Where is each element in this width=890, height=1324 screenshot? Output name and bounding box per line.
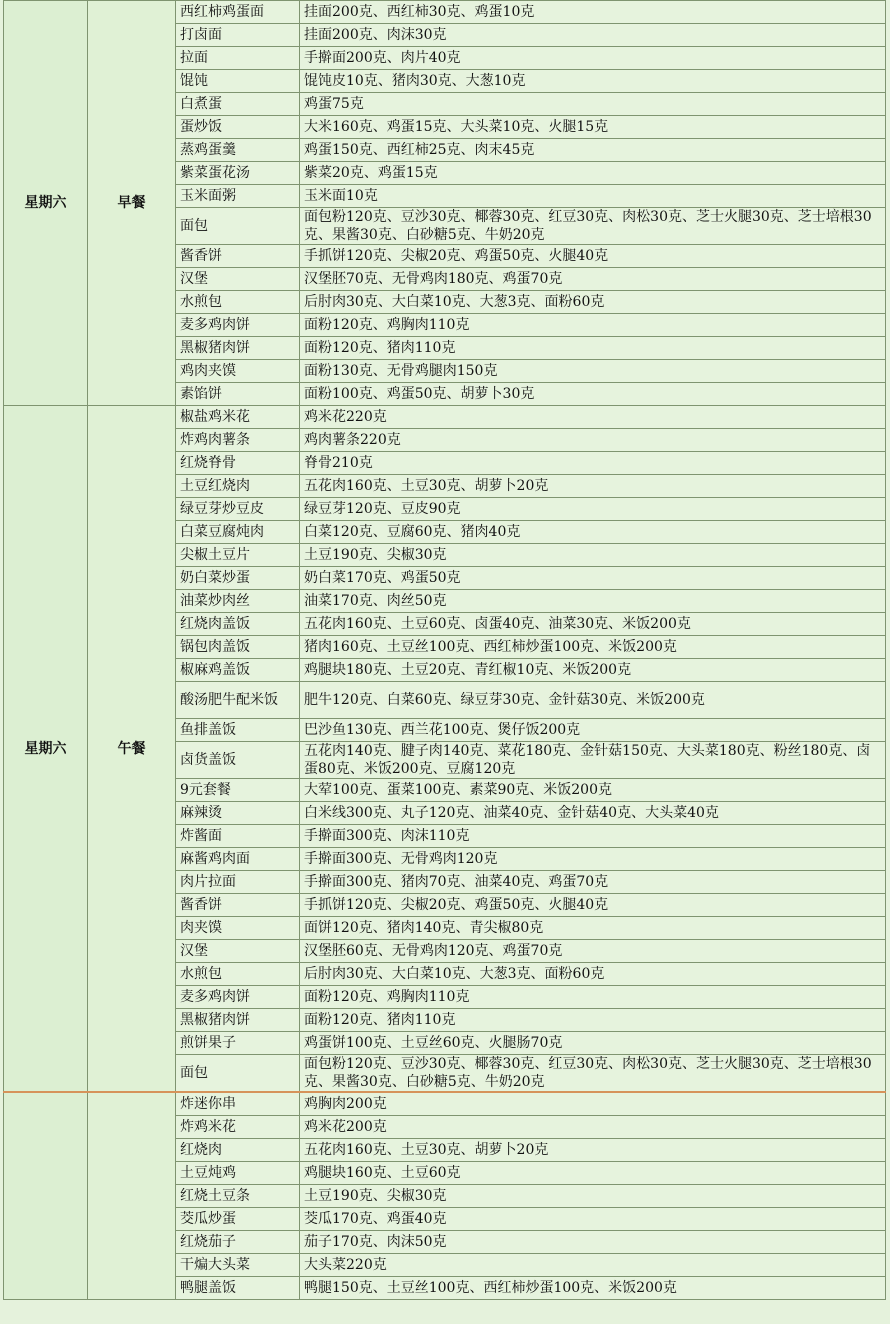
ingredients-cell: 手擀面200克、肉片40克 (300, 47, 886, 70)
table-row (4, 1, 886, 24)
dish-name-cell: 麦多鸡肉饼 (176, 986, 300, 1009)
dish-name-cell: 尖椒土豆片 (176, 544, 300, 567)
ingredients-cell: 五花肉140克、腱子肉140克、菜花180克、金针菇150克、大头菜180克、粉丝180克、卤蛋80克、米饭200克、豆腐120克 (300, 742, 886, 779)
ingredients-cell: 土豆190克、尖椒30克 (300, 1185, 886, 1208)
dish-name-cell: 玉米面粥 (176, 185, 300, 208)
ingredients-cell: 面粉120克、鸡胸肉110克 (300, 986, 886, 1009)
dish-name-cell: 红烧肉盖饭 (176, 613, 300, 636)
ingredients-cell: 土豆190克、尖椒30克 (300, 544, 886, 567)
ingredients-cell: 手抓饼120克、尖椒20克、鸡蛋50克、火腿40克 (300, 894, 886, 917)
ingredients-cell: 手擀面300克、肉沫110克 (300, 825, 886, 848)
dish-name-cell: 蒸鸡蛋羹 (176, 139, 300, 162)
menu-table (3, 0, 886, 1300)
ingredients-cell: 面包粉120克、豆沙30克、椰蓉30克、红豆30克、肉松30克、芝士火腿30克、芝士培根30克、果酱30克、白砂糖5克、牛奶20克 (300, 208, 886, 245)
ingredients-cell: 五花肉160克、土豆30克、胡萝卜20克 (300, 1139, 886, 1162)
ingredients-cell: 汉堡胚70克、无骨鸡肉180克、鸡蛋70克 (300, 268, 886, 291)
ingredients-cell: 大荤100克、蛋菜100克、素菜90克、米饭200克 (300, 779, 886, 802)
meal-cell: 午餐 (88, 406, 176, 1093)
ingredients-cell: 鸡肉薯条220克 (300, 429, 886, 452)
ingredients-cell: 脊骨210克 (300, 452, 886, 475)
table-row (4, 1092, 886, 1116)
dish-name-cell: 紫菜蛋花汤 (176, 162, 300, 185)
ingredients-cell: 茭瓜170克、鸡蛋40克 (300, 1208, 886, 1231)
day-cell: 星期六 (4, 1, 88, 406)
dish-name-cell: 汉堡 (176, 268, 300, 291)
dish-name-cell: 土豆炖鸡 (176, 1162, 300, 1185)
ingredients-cell: 茄子170克、肉沫50克 (300, 1231, 886, 1254)
dish-name-cell: 蛋炒饭 (176, 116, 300, 139)
ingredients-cell: 后肘肉30克、大白菜10克、大葱3克、面粉60克 (300, 291, 886, 314)
ingredients-cell: 鸡蛋150克、西红柿25克、肉末45克 (300, 139, 886, 162)
ingredients-cell: 五花肉160克、土豆30克、胡萝卜20克 (300, 475, 886, 498)
day-cell: 星期六 (4, 406, 88, 1093)
dish-name-cell: 炸酱面 (176, 825, 300, 848)
dish-name-cell: 炸鸡米花 (176, 1116, 300, 1139)
ingredients-cell: 手擀面300克、无骨鸡肉120克 (300, 848, 886, 871)
ingredients-cell: 汉堡胚60克、无骨鸡肉120克、鸡蛋70克 (300, 940, 886, 963)
day-cell (4, 1092, 88, 1300)
dish-name-cell: 面包 (176, 1055, 300, 1093)
ingredients-cell: 鸡蛋75克 (300, 93, 886, 116)
ingredients-cell: 后肘肉30克、大白菜10克、大葱3克、面粉60克 (300, 963, 886, 986)
ingredients-cell: 鸡腿块160克、土豆60克 (300, 1162, 886, 1185)
dish-name-cell: 绿豆芽炒豆皮 (176, 498, 300, 521)
dish-name-cell: 土豆红烧肉 (176, 475, 300, 498)
ingredients-cell: 鸡蛋饼100克、土豆丝60克、火腿肠70克 (300, 1032, 886, 1055)
dish-name-cell: 红烧脊骨 (176, 452, 300, 475)
ingredients-cell: 大头菜220克 (300, 1254, 886, 1277)
dish-name-cell: 鱼排盖饭 (176, 719, 300, 742)
ingredients-cell: 手擀面300克、猪肉70克、油菜40克、鸡蛋70克 (300, 871, 886, 894)
ingredients-cell: 面粉100克、鸡蛋50克、胡萝卜30克 (300, 383, 886, 406)
ingredients-cell: 面粉120克、鸡胸肉110克 (300, 314, 886, 337)
dish-name-cell: 红烧肉 (176, 1139, 300, 1162)
dish-name-cell: 酱香饼 (176, 245, 300, 268)
ingredients-cell: 面粉130克、无骨鸡腿肉150克 (300, 360, 886, 383)
ingredients-cell: 面饼120克、猪肉140克、青尖椒80克 (300, 917, 886, 940)
ingredients-cell: 面粉120克、猪肉110克 (300, 337, 886, 360)
dish-name-cell: 水煎包 (176, 291, 300, 314)
ingredients-cell: 大米160克、鸡蛋15克、大头菜10克、火腿15克 (300, 116, 886, 139)
dish-name-cell: 鸭腿盖饭 (176, 1277, 300, 1300)
ingredients-cell: 奶白菜170克、鸡蛋50克 (300, 567, 886, 590)
dish-name-cell: 红烧土豆条 (176, 1185, 300, 1208)
meal-cell (88, 1092, 176, 1300)
dish-name-cell: 肉夹馍 (176, 917, 300, 940)
meal-cell: 早餐 (88, 1, 176, 406)
ingredients-cell: 白菜120克、豆腐60克、猪肉40克 (300, 521, 886, 544)
dish-name-cell: 鸡肉夹馍 (176, 360, 300, 383)
dish-name-cell: 奶白菜炒蛋 (176, 567, 300, 590)
dish-name-cell: 西红柿鸡蛋面 (176, 1, 300, 24)
dish-name-cell: 黑椒猪肉饼 (176, 1009, 300, 1032)
ingredients-cell: 鸡腿块180克、土豆20克、青红椒10克、米饭200克 (300, 659, 886, 682)
ingredients-cell: 馄饨皮10克、猪肉30克、大葱10克 (300, 70, 886, 93)
menu-body (4, 1, 886, 1300)
dish-name-cell: 炸迷你串 (176, 1092, 300, 1116)
ingredients-cell: 巴沙鱼130克、西兰花100克、煲仔饭200克 (300, 719, 886, 742)
dish-name-cell: 面包 (176, 208, 300, 245)
dish-name-cell: 拉面 (176, 47, 300, 70)
dish-name-cell: 茭瓜炒蛋 (176, 1208, 300, 1231)
ingredients-cell: 鸡米花220克 (300, 406, 886, 429)
ingredients-cell: 猪肉160克、土豆丝100克、西红柿炒蛋100克、米饭200克 (300, 636, 886, 659)
dish-name-cell: 锅包肉盖饭 (176, 636, 300, 659)
dish-name-cell: 椒盐鸡米花 (176, 406, 300, 429)
dish-name-cell: 酱香饼 (176, 894, 300, 917)
dish-name-cell: 煎饼果子 (176, 1032, 300, 1055)
ingredients-cell: 鸡胸肉200克 (300, 1092, 886, 1116)
ingredients-cell: 紫菜20克、鸡蛋15克 (300, 162, 886, 185)
dish-name-cell: 椒麻鸡盖饭 (176, 659, 300, 682)
ingredients-cell: 面包粉120克、豆沙30克、椰蓉30克、红豆30克、肉松30克、芝士火腿30克、芝士培根30克、果酱30克、白砂糖5克、牛奶20克 (300, 1055, 886, 1093)
ingredients-cell: 鸭腿150克、土豆丝100克、西红柿炒蛋100克、米饭200克 (300, 1277, 886, 1300)
dish-name-cell: 干煸大头菜 (176, 1254, 300, 1277)
ingredients-cell: 白米线300克、丸子120克、油菜40克、金针菇40克、大头菜40克 (300, 802, 886, 825)
dish-name-cell: 素馅饼 (176, 383, 300, 406)
ingredients-cell: 挂面200克、西红柿30克、鸡蛋10克 (300, 1, 886, 24)
dish-name-cell: 白菜豆腐炖肉 (176, 521, 300, 544)
ingredients-cell: 玉米面10克 (300, 185, 886, 208)
ingredients-cell: 面粉120克、猪肉110克 (300, 1009, 886, 1032)
dish-name-cell: 打卤面 (176, 24, 300, 47)
ingredients-cell: 手抓饼120克、尖椒20克、鸡蛋50克、火腿40克 (300, 245, 886, 268)
dish-name-cell: 油菜炒肉丝 (176, 590, 300, 613)
dish-name-cell: 水煎包 (176, 963, 300, 986)
dish-name-cell: 白煮蛋 (176, 93, 300, 116)
dish-name-cell: 红烧茄子 (176, 1231, 300, 1254)
dish-name-cell: 麻酱鸡肉面 (176, 848, 300, 871)
dish-name-cell: 黑椒猪肉饼 (176, 337, 300, 360)
ingredients-cell: 绿豆芽120克、豆皮90克 (300, 498, 886, 521)
ingredients-cell: 五花肉160克、土豆60克、卤蛋40克、油菜30克、米饭200克 (300, 613, 886, 636)
ingredients-cell: 鸡米花200克 (300, 1116, 886, 1139)
dish-name-cell: 炸鸡肉薯条 (176, 429, 300, 452)
dish-name-cell: 麦多鸡肉饼 (176, 314, 300, 337)
ingredients-cell: 挂面200克、肉沫30克 (300, 24, 886, 47)
dish-name-cell: 馄饨 (176, 70, 300, 93)
dish-name-cell: 酸汤肥牛配米饭 (176, 682, 300, 719)
dish-name-cell: 麻辣烫 (176, 802, 300, 825)
dish-name-cell: 肉片拉面 (176, 871, 300, 894)
ingredients-cell: 肥牛120克、白菜60克、绿豆芽30克、金针菇30克、米饭200克 (300, 682, 886, 719)
dish-name-cell: 卤货盖饭 (176, 742, 300, 779)
ingredients-cell: 油菜170克、肉丝50克 (300, 590, 886, 613)
dish-name-cell: 汉堡 (176, 940, 300, 963)
table-row (4, 406, 886, 429)
dish-name-cell: 9元套餐 (176, 779, 300, 802)
